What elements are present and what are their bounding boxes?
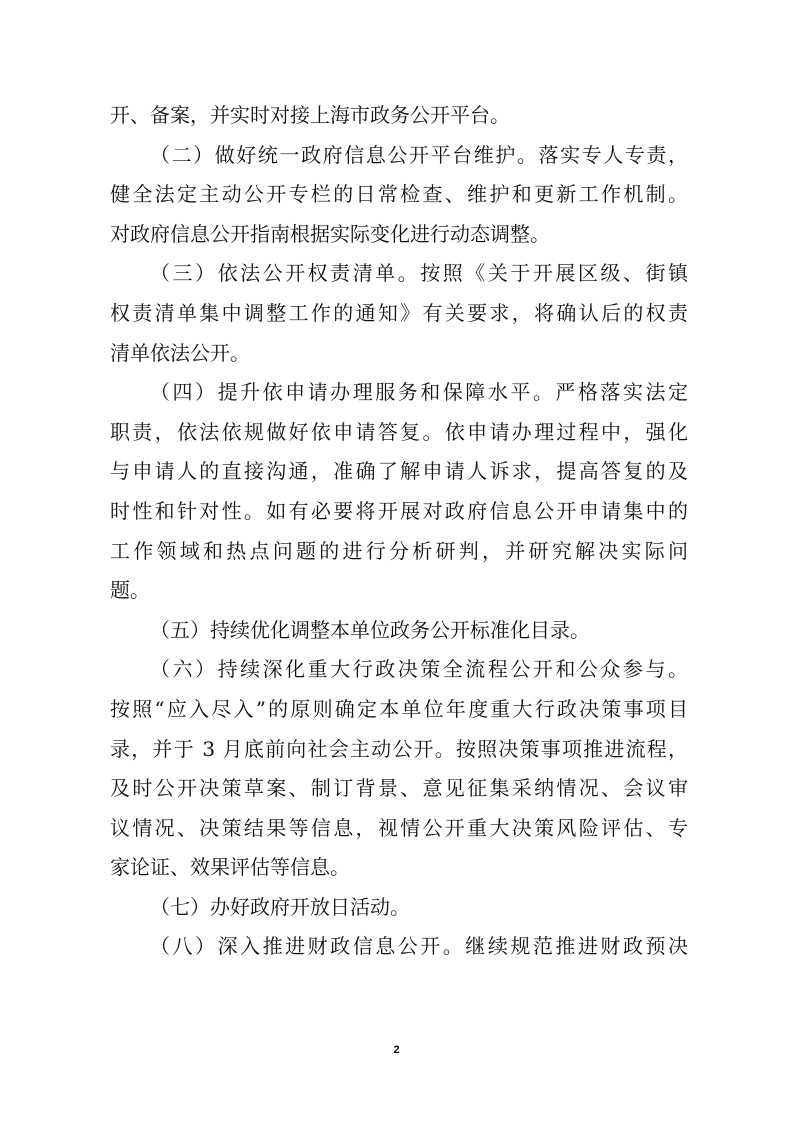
text-line: 议情况、决策结果等信息，视情公开重大决策风险评估、专 [110,815,688,840]
text-line: 家论证、效果评估等信息。 [110,855,350,880]
text-line: 权责清单集中调整工作的通知》有关要求，将确认后的权责 [110,300,688,325]
text-line: （八）深入推进财政信息公开。继续规范推进财政预决 [150,934,688,959]
text-line: 与申请人的直接沟通，准确了解申请人诉求，提高答复的及 [110,459,688,484]
text-line: 录，并于 3 月底前向社会主动公开。按照决策事项推进流程， [110,736,688,761]
text-line: 健全法定主动公开专栏的日常检查、维护和更新工作机制。 [110,182,688,207]
text-line: 按照“应入尽入”的原则确定本单位年度重大行政决策事项目 [110,696,688,721]
text-line: 开、备案，并实时对接上海市政务公开平台。 [110,103,510,127]
text-line: 工作领域和热点问题的进行分析研判，并研究解决实际问 [110,538,688,563]
page-number: 2 [393,1044,400,1056]
text-line: 题。 [110,578,150,603]
text-line: （三）依法公开权责清单。按照《关于开展区级、街镇 [150,261,688,286]
text-line: （六）持续深化重大行政决策全流程公开和公众参与。 [150,657,688,682]
text-line: 职责，依法依规做好依申请答复。依申请办理过程中，强化 [110,419,688,444]
text-line: （四）提升依申请办理服务和保障水平。严格落实法定 [150,380,688,405]
text-line: 清单依法公开。 [110,340,250,365]
text-line: （二）做好统一政府信息公开平台维护。落实专人专责， [150,142,688,167]
text-line: 及时公开决策草案、制订背景、意见征集采纳情况、会议审 [110,776,688,801]
text-line: 时性和针对性。如有必要将开展对政府信息公开申请集中的 [110,498,688,523]
text-line: （五）持续优化调整本单位政务公开标准化目录。 [150,617,590,642]
text-line: （七）办好政府开放日活动。 [150,894,410,919]
text-line: 对政府信息公开指南根据实际变化进行动态调整。 [110,221,550,246]
document-body [110,96,688,967]
